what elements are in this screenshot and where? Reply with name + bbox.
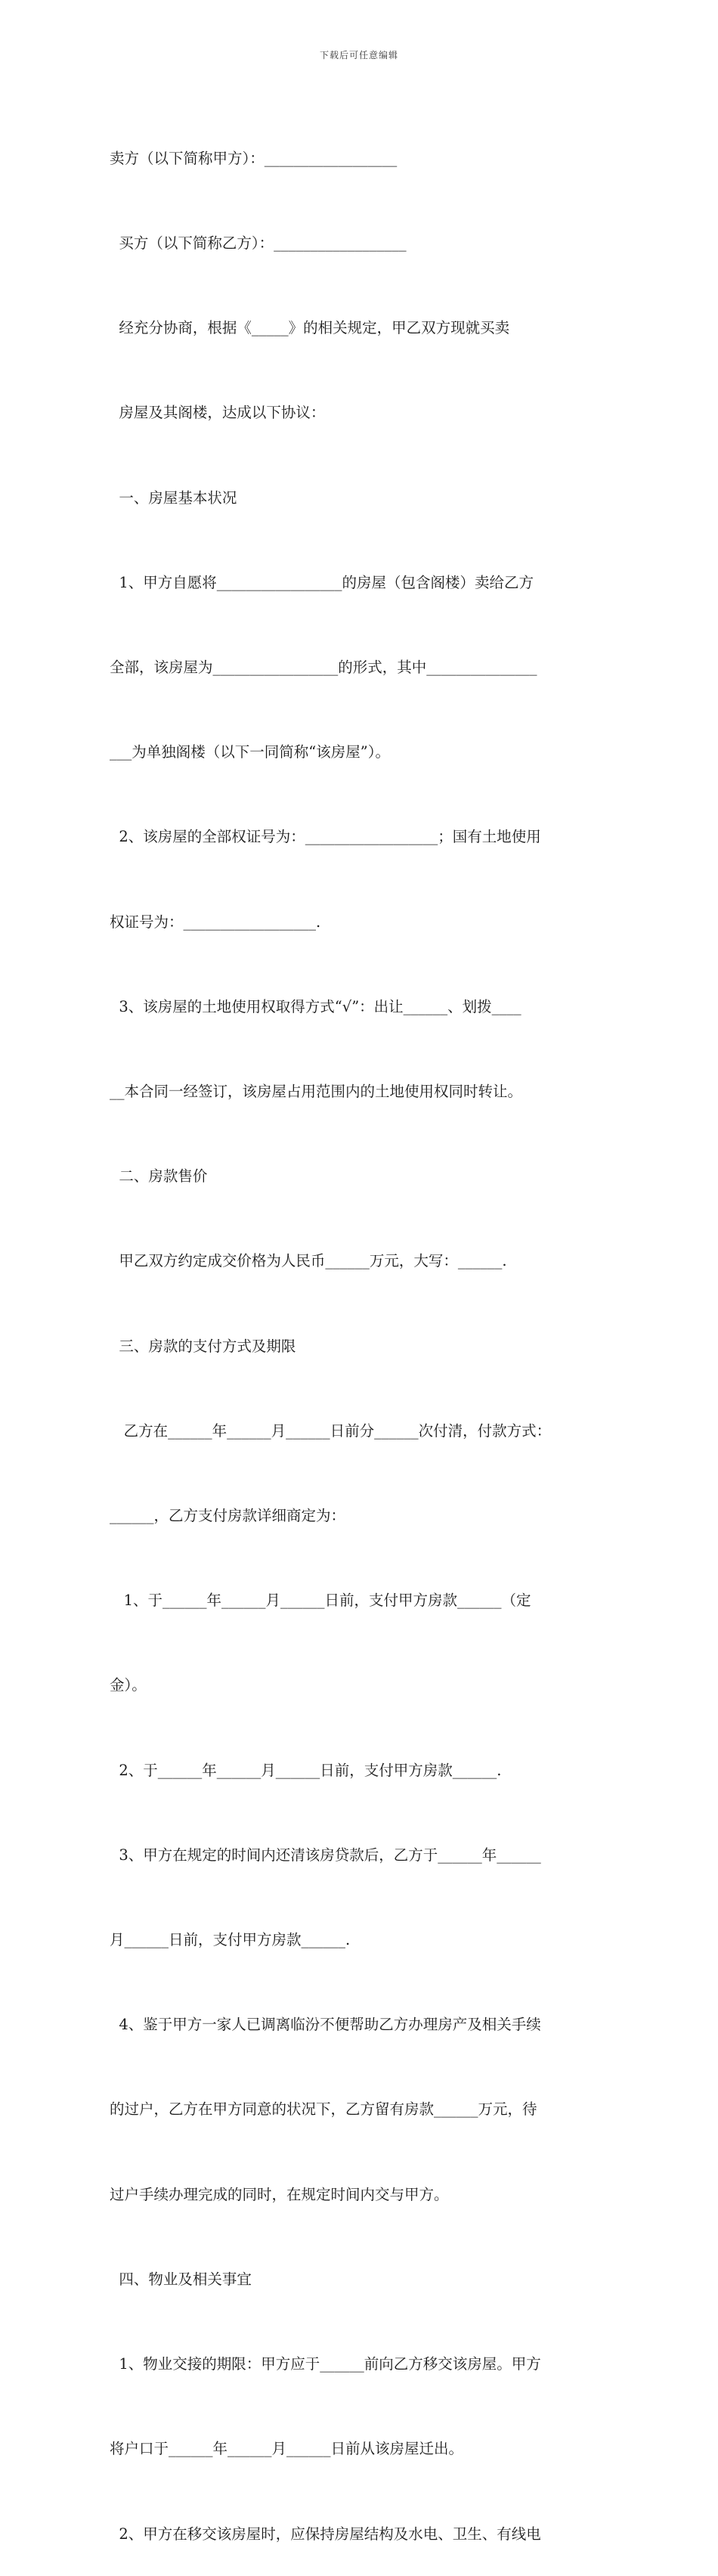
text-line: 2、于______年______月______日前，支付甲方房款______.: [110, 1761, 502, 1779]
text-line: 4、鉴于甲方一家人已调离临汾不便帮助乙方办理房产及相关手续: [110, 2016, 541, 2034]
text-line: __本合同一经签订，该房屋占用范围内的土地使用权同时转让。: [110, 1083, 523, 1101]
text-line: 乙方在______年______月______日前分______次付清，付款方式：: [110, 1421, 552, 1440]
page-header-note: 下载后可任意编辑: [319, 50, 398, 60]
text-line: 买方（以下简称乙方）：__________________: [110, 234, 407, 253]
text-line: 1、物业交接的期限：甲方应于______前向乙方移交该房屋。甲方: [110, 2355, 541, 2373]
text-line: 全部，该房屋为_________________的形式，其中_______________: [110, 659, 537, 677]
text-line: 3、甲方在规定的时间内还清该房贷款后，乙方于______年______: [110, 1846, 541, 1864]
text-line: 卖方（以下简称甲方）：__________________: [110, 149, 398, 167]
text-line: 将户口于______年______月______日前从该房屋迁出。: [110, 2440, 464, 2458]
section-heading: 一、房屋基本状况: [110, 488, 237, 507]
text-line: 甲乙双方约定成交价格为人民币______万元，大写：______.: [110, 1252, 507, 1270]
text-line: 金）。: [110, 1676, 147, 1694]
text-line: ___为单独阁楼（以下一同简称“该房屋”）。: [110, 743, 390, 761]
text-line: 1、甲方自愿将_________________的房屋（包含阁楼）卖给乙方: [110, 573, 534, 591]
text-line: 1、于______年______月______日前，支付甲方房款______（定: [110, 1592, 531, 1610]
text-line: 过户手续办理完成的同时，在规定时间内交与甲方。: [110, 2185, 449, 2203]
section-heading: 三、房款的支付方式及期限: [110, 1337, 296, 1355]
section-heading: 二、房款售价: [110, 1167, 208, 1186]
text-line: 的过户，乙方在甲方同意的状况下，乙方留有房款______万元，待: [110, 2100, 537, 2119]
text-line: 2、该房屋的全部权证号为：__________________；国有土地使用: [110, 828, 541, 846]
text-line: ______，乙方支付房款详细商定为：: [110, 1507, 346, 1525]
text-line: 2、甲方在移交该房屋时，应保持房屋结构及水电、卫生、有线电: [110, 2525, 541, 2543]
text-line: 房屋及其阁楼，达成以下协议：: [110, 404, 326, 422]
text-line: 月______日前，支付甲方房款______.: [110, 1931, 351, 1949]
text-line: 3、该房屋的土地使用权取得方式“√”：出让______、划拨____: [110, 997, 521, 1015]
contract-body: [110, 88, 624, 2576]
section-heading: 四、物业及相关事宜: [110, 2270, 252, 2288]
text-line: 权证号为：__________________.: [110, 913, 321, 931]
text-line: 经充分协商，根据《_____》的相关规定，甲乙双方现就买卖: [110, 319, 510, 337]
